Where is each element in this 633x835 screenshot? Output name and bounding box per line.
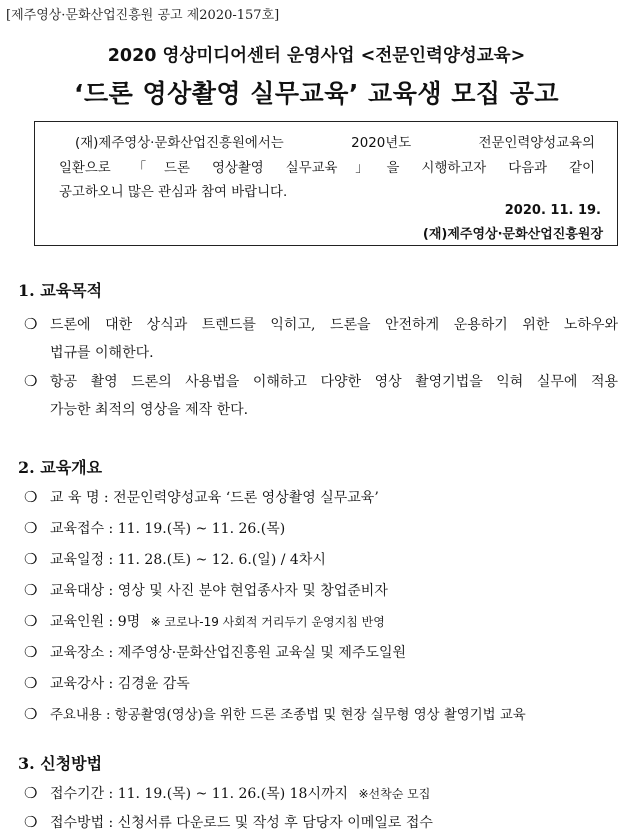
intro-line-2: 일환으로 「드론 영상촬영 실무교육」을 시행하고자 다음과 같이	[59, 161, 595, 176]
bullet-circle-icon: ❍	[24, 550, 38, 568]
section-title-application: 3. 신청방법	[18, 754, 103, 773]
overview-target: 교육대상 : 영상 및 사진 분야 현업종사자 및 창업준비자	[50, 583, 388, 599]
section-title-overview: 2. 교육개요	[18, 458, 103, 477]
overview-capacity-value: 교육인원 : 9명	[50, 614, 141, 630]
bullet-circle-icon: ❍	[24, 519, 38, 537]
notice-number: [제주영상·문화산업진흥원 공고 제2020-157호]	[6, 8, 280, 23]
bullet-circle-icon: ❍	[24, 705, 38, 723]
overview-course-name: 교 육 명 : 전문인력양성교육 ‘드론 영상촬영 실무교육’	[50, 490, 379, 506]
bullet-circle-icon: ❍	[24, 488, 38, 506]
bullet-circle-icon: ❍	[24, 581, 38, 599]
purpose-item-2-line-2: 가능한 최적의 영상을 제작 한다.	[50, 402, 249, 418]
purpose-item-1-line-1: 드론에 대한 상식과 트렌드를 익히고, 드론을 안전하게 운용하기 위한 노하우와	[50, 317, 618, 333]
overview-capacity	[50, 611, 385, 631]
application-period-note: ※선착순 모집	[358, 787, 431, 801]
bullet-circle-icon: ❍	[24, 372, 38, 390]
application-method: 접수방법 : 신청서류 다운로드 및 작성 후 담당자 이메일로 접수	[50, 815, 433, 831]
bullet-circle-icon: ❍	[24, 315, 38, 333]
intro-line-1: (재)제주영상·문화산업진흥원에서는 2020년도 전문인력양성교육의	[75, 136, 595, 151]
intro-box	[34, 121, 618, 246]
purpose-item-1-line-2: 법규를 이해한다.	[50, 345, 154, 361]
bullet-circle-icon: ❍	[24, 813, 38, 831]
bullet-circle-icon: ❍	[24, 784, 38, 802]
application-period	[50, 783, 430, 803]
notice-subtitle: 2020 영상미디어센터 운영사업 <전문인력양성교육>	[107, 46, 526, 66]
overview-instructor: 교육강사 : 김경윤 감독	[50, 676, 190, 692]
application-period-value: 접수기간 : 11. 19.(목) ~ 11. 26.(목) 18시까지	[50, 786, 349, 802]
overview-contents: 주요내용 : 항공촬영(영상)을 위한 드론 조종법 및 현장 실무형 영상 촬영기법 교육	[50, 708, 526, 723]
overview-capacity-note: ※ 코로나-19 사회적 거리두기 운영지침 반영	[150, 615, 385, 629]
overview-location: 교육장소 : 제주영상·문화산업진흥원 교육실 및 제주도일원	[50, 645, 406, 661]
issuer-signature: (재)제주영상·문화산업진흥원장	[422, 227, 603, 242]
bullet-circle-icon: ❍	[24, 643, 38, 661]
intro-line-3: 공고하오니 많은 관심과 참여 바랍니다.	[59, 185, 288, 200]
bullet-circle-icon: ❍	[24, 674, 38, 692]
notice-title: ‘드론 영상촬영 실무교육’ 교육생 모집 공고	[73, 79, 560, 108]
overview-registration-period: 교육접수 : 11. 19.(목) ~ 11. 26.(목)	[50, 521, 286, 537]
overview-schedule: 교육일정 : 11. 28.(토) ~ 12. 6.(일) / 4차시	[50, 552, 326, 568]
section-title-purpose: 1. 교육목적	[18, 281, 103, 300]
bullet-circle-icon: ❍	[24, 612, 38, 630]
purpose-item-2-line-1: 항공 촬영 드론의 사용법을 이해하고 다양한 영상 촬영기법을 익혀 실무에 적용	[50, 374, 618, 390]
notice-date: 2020. 11. 19.	[504, 203, 601, 218]
